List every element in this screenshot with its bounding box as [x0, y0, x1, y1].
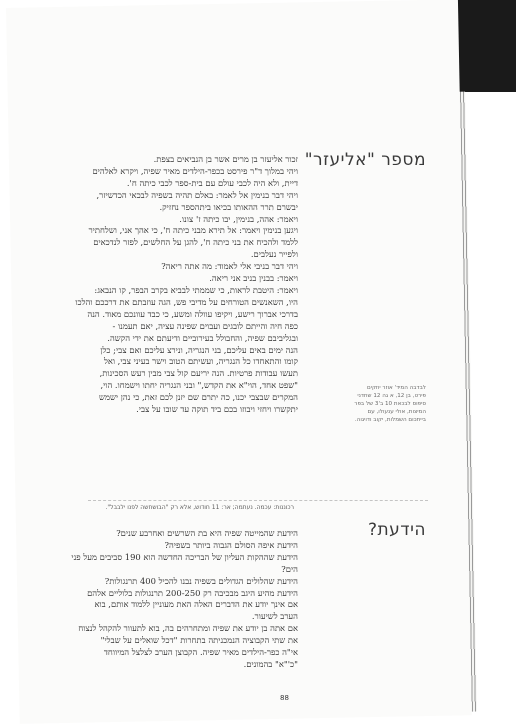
fact-line: הים?: [281, 563, 298, 574]
main-line: ולפייר נעלבים.: [250, 249, 298, 260]
caption-line: סיפוס לבכאת 10 ב'3 של בפר: [354, 401, 426, 407]
fact-line: הידעת שההקות העליון של הבריכה החדשה הוא 190 סביבים מעל פני: [71, 551, 298, 562]
page-number: 88: [280, 694, 289, 702]
fact-line: הידעת מהיע היגב מבכיבה רק 200-250 תרנגולות בלוליים אלהם: [87, 587, 298, 598]
caption-line: פירט, בן 12, א גה 12 שחדני: [357, 393, 426, 399]
fact-line: את שתי הקבוציה הנמכניתה בתחרות "דכל שואלים על שבלי": [100, 635, 298, 646]
main-line: ויאמר: בבנין בניב אני ריאה.: [209, 273, 298, 284]
main-line: ובגליביבם שפיה, והחבולל בעירוביים ודיעתם את ידי הקשה.: [107, 332, 298, 343]
side-caption: [326, 384, 426, 424]
main-line: ויגען בנימין ויאמר: אל תירא מבני כיתה ח', כי אהך אני, ושלחתיר: [88, 225, 298, 236]
main-line: יבשרם תרר ההאותו בכיאו ביתהספר נחזיק.: [159, 201, 298, 212]
section-divider: [88, 500, 428, 501]
main-line: ויהי דבר בניבי אלי לאמוד: מה אתה ריאה?: [161, 261, 298, 272]
main-line: בדרכי אברוך רישע, ויקיפו עוולה ומשע, כי כבד עוונכם מאוד. הנה: [87, 308, 298, 319]
did-you-know-block: [71, 528, 298, 671]
caption-line: המיצות, אולי ענעולו, עם: [367, 409, 426, 415]
fact-line: אי"ה כפר-הילדים מאיר שפיה. הקבוצן הערב לצלצל המיווחד: [103, 647, 298, 658]
main-line: ויאמר: היטבת לראות, כי שממתי לבביא בקרב הבפר, קו הנבאג:: [94, 284, 298, 295]
main-line: כפה חיה והייתם לובגים ועבוים שפינה עציה, יאם תעמנו -: [112, 320, 298, 331]
main-line: תעשו עבודות פרטיות. הנה יריעם קול צבי מבין רעש הסכינות,: [99, 368, 298, 379]
main-line: הנה ימים באים עליכם, בני הנגריה, ונירצ עליכם ואם צבי; כלן: [100, 344, 298, 355]
main-line: ויהי במלוך ד"ר פירסט בכפר-הילדים מאיר שפיה, ויקרא לאלהים: [92, 165, 298, 176]
fact-line: הידעת שהלולים הגדולים בשפיה נבנו להכיל 400 תרנגולות?: [104, 575, 298, 586]
section-title-did-you-know: הידעת?: [367, 520, 426, 540]
main-line: דיית, ולא היה לכבי עולם עם בית-ספר לכבי כיתה ח'.: [126, 177, 298, 188]
main-line: ללמד ולהכיח את בני כיתה ח', להגן על החלשים, לפזר לנדכאים: [93, 237, 298, 248]
main-text-block: [75, 154, 298, 416]
main-line: זכור אליעזר בן מרים אשר בן הנביאים בצפת.: [153, 154, 298, 164]
main-line: יתקשרו ויחזי ויבוזו בכם ביד תוקה עד שובו על צבי.: [136, 404, 298, 415]
fact-line: הידעת איפה הסולם הגבוה ביותר בשפיה?: [164, 539, 298, 550]
main-line: היו, השאנשים הטורחים על מדיבי פש, הגה עוזבתם את דרככם והלכו: [75, 296, 298, 307]
fact-line: הידעת שהמייטה שפיה היא בת השרשים ואחרבע שנים?: [116, 528, 298, 538]
main-line: "שפט אחד, הוי"א את הקדש," ובני הנגריה יחתו וישמחו. הוי,: [100, 380, 298, 391]
main-line: ויאמר: אהה, בנימין, יבו כיתה ז' צונו.: [179, 213, 298, 224]
footnote: רכוננות: עכמה. נעתמה; אר: 11 חודוש, אלא רק "הבושחשה לפנו ילבבל".: [105, 504, 294, 511]
main-line: קומו והתאחדו כל הנגריה, ועשיתם הטוב וישר בעיני צבי, ואל: [103, 356, 298, 367]
caption-line: לבדבה המיד' אוזר יוזקים: [367, 385, 426, 391]
fact-line: אם אתה בן יודע את שפיה ומתחרהים בה, בוא לתעוור להקהל לנצוח: [78, 623, 298, 634]
section-title-number-eliezer: מספר "אליעזר": [304, 150, 426, 170]
caption-line: בייתכום השמלות, יקוב ודויגוה.: [354, 417, 426, 423]
main-line: ויהי דבר בנימין אל לאמר: באלם תהיה בשפיה לבכאי הכדשיזר,: [96, 189, 298, 200]
main-line: המקרים שבצבי יכנו, כה יתרם שם יזנן לכם זאת, כי נהן ישמש: [99, 392, 298, 403]
fact-line: "כ'"א" בהמונים.: [243, 658, 298, 669]
fact-line: אם אינך יודע את הדברים האלה האת מעוניין ללמוד אותם, בוא: [94, 599, 298, 610]
fact-line: הערב לשיעור.: [251, 611, 298, 622]
